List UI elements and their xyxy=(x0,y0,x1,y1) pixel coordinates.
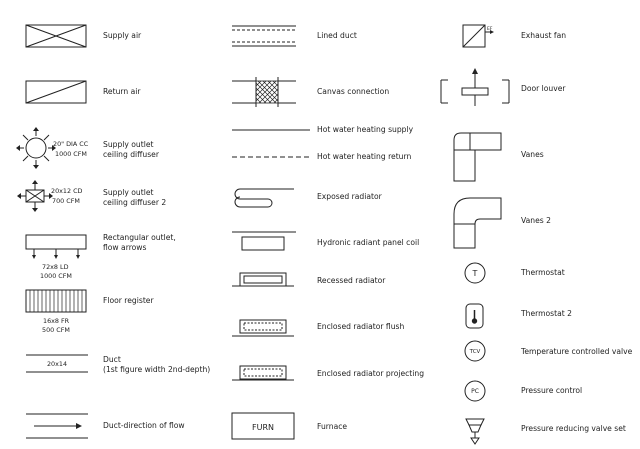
label-lined-duct: Lined duct xyxy=(317,31,357,40)
return-air-symbol xyxy=(26,81,86,103)
label-pressure-control: Pressure control xyxy=(521,386,583,395)
label-return-air: Return air xyxy=(103,87,141,96)
door-louver-symbol xyxy=(441,68,509,106)
floor-register-symbol xyxy=(26,290,86,312)
pressure-reducing-valve-symbol xyxy=(466,419,484,444)
label-supply-outlet-ceiling-diffuser-2: Supply outlet ceiling diffuser 2 xyxy=(103,188,167,207)
duct-size-text: 20x14 xyxy=(46,360,68,368)
label-exhaust-fan: Exhaust fan xyxy=(521,31,567,40)
label-floor-register: Floor register xyxy=(103,296,154,305)
thermostat-2-symbol xyxy=(466,304,483,328)
label-hydronic-radiant-panel-coil: Hydronic radiant panel coil xyxy=(317,238,420,247)
label-door-louver: Door louver xyxy=(521,84,566,93)
recessed-radiator-symbol xyxy=(232,273,294,286)
diffuser-size-text: 20" DIA CC xyxy=(53,140,89,148)
label-canvas-connection: Canvas connection xyxy=(317,87,390,96)
tcv-text: TCV xyxy=(469,349,481,355)
duct-direction-of-flow-symbol xyxy=(26,414,88,438)
enclosed-radiator-flush-symbol xyxy=(232,320,294,336)
vanes-2-symbol xyxy=(454,198,501,248)
label-duct: Duct (1st figure width 2nd-depth) xyxy=(103,355,211,374)
thermostat-text: T xyxy=(472,269,478,278)
label-pressure-reducing-valve-set: Pressure reducing valve set xyxy=(521,424,626,433)
enclosed-radiator-projecting-symbol xyxy=(232,366,294,380)
label-vanes: Vanes xyxy=(521,150,544,159)
exposed-radiator-symbol xyxy=(235,189,294,207)
label-thermostat-2: Thermostat 2 xyxy=(521,309,572,318)
label-exposed-radiator: Exposed radiator xyxy=(317,192,382,201)
register-cfm-text: 500 CFM xyxy=(42,326,70,334)
label-hot-water-heating-supply: Hot water heating supply xyxy=(317,125,414,134)
label-thermostat: Thermostat xyxy=(521,268,565,277)
canvas-connection-symbol xyxy=(232,77,296,107)
diffuser2-size-text: 20x12 CD xyxy=(51,187,83,195)
label-enclosed-radiator-projecting: Enclosed radiator projecting xyxy=(317,369,425,378)
supply-air-symbol xyxy=(26,25,86,47)
supply-outlet-ceiling-diffuser-2-symbol xyxy=(17,180,53,212)
outlet-size-text: 72x8 LD xyxy=(42,263,69,271)
lined-duct-symbol xyxy=(232,26,296,46)
label-recessed-radiator: Recessed radiator xyxy=(317,276,386,285)
furnace-text: FURN xyxy=(252,423,274,432)
hydronic-radiant-panel-coil-symbol xyxy=(232,232,296,250)
vanes-symbol xyxy=(454,133,501,181)
label-duct-direction-of-flow: Duct-direction of flow xyxy=(103,421,185,430)
register-size-text: 16x8 FR xyxy=(43,317,70,325)
diffuser-cfm-text: 1000 CFM xyxy=(55,150,87,158)
label-temperature-controlled-valve: Temperature controlled valve xyxy=(521,347,633,356)
diffuser2-cfm-text: 700 CFM xyxy=(52,197,80,205)
label-vanes-2: Vanes 2 xyxy=(521,216,551,225)
label-rectangular-outlet: Rectangular outlet, flow arrows xyxy=(103,233,176,252)
supply-outlet-ceiling-diffuser-symbol xyxy=(16,127,56,169)
label-hot-water-heating-return: Hot water heating return xyxy=(317,152,412,161)
exhaust-fan-text: EF xyxy=(487,27,493,32)
pc-text: PC xyxy=(471,388,479,395)
label-furnace: Furnace xyxy=(317,422,348,431)
label-supply-air: Supply air xyxy=(103,31,142,40)
rectangular-outlet-symbol xyxy=(26,235,86,259)
label-supply-outlet-ceiling-diffuser: Supply outlet ceiling diffuser xyxy=(103,140,159,159)
label-enclosed-radiator-flush: Enclosed radiator flush xyxy=(317,322,405,331)
outlet-cfm-text: 1000 CFM xyxy=(40,272,72,280)
